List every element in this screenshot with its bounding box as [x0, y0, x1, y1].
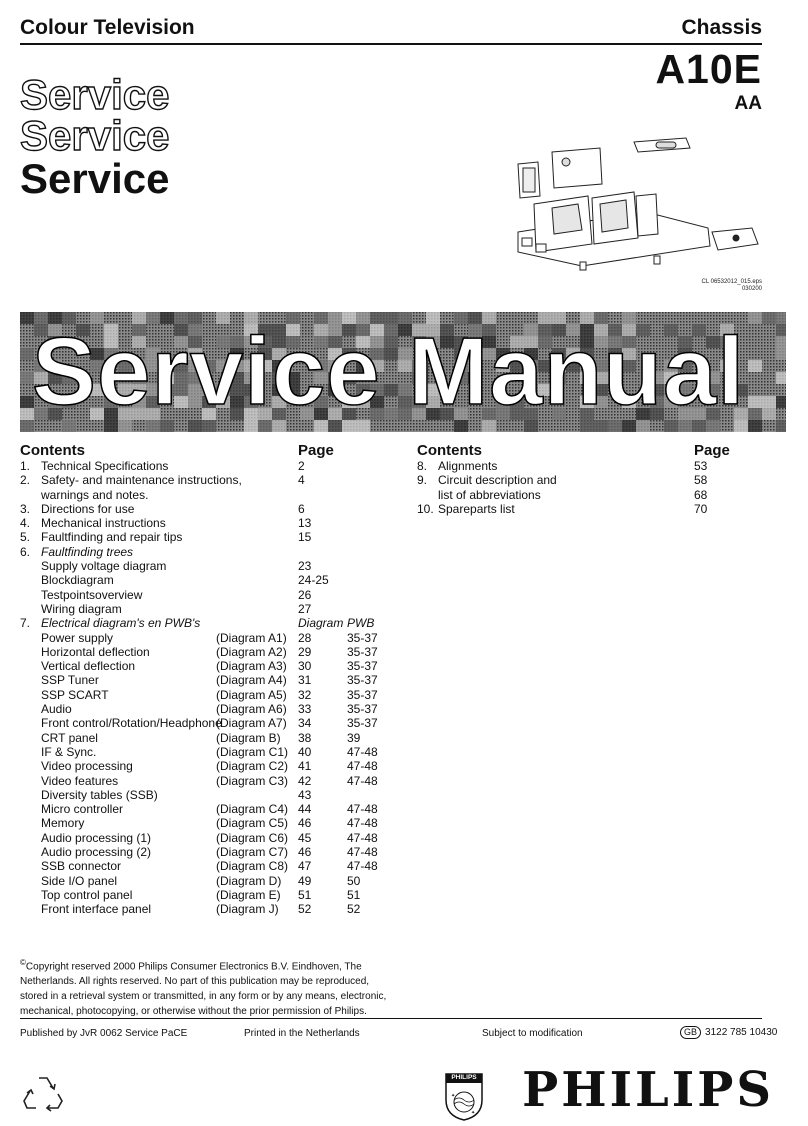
list-item: [20, 745, 400, 759]
page-heading-left: Page: [298, 442, 334, 459]
item-title: Vertical deflection: [41, 659, 136, 674]
item-title: SSB connector: [41, 859, 122, 874]
item-number: 8.: [417, 459, 428, 473]
item-title: Technical Specifications: [41, 459, 169, 473]
item-title: Audio processing (1): [41, 830, 152, 845]
list-item: [20, 645, 400, 659]
chassis-variant: AA: [734, 93, 762, 114]
item-diagram: (Diagram C7): [216, 845, 289, 860]
item-pwb: 47-48: [347, 816, 378, 831]
item-title: Spareparts list: [438, 501, 515, 516]
item-title: IF & Sync.: [41, 744, 97, 759]
item-pwb: 35-37: [347, 687, 378, 702]
header-title: Colour Television: [20, 16, 195, 39]
list-item: [20, 874, 400, 888]
item-title: Side I/O panel: [41, 873, 118, 888]
chassis-model: A10E: [655, 46, 762, 92]
svg-text:✦: ✦: [471, 1110, 476, 1116]
item-title: Mechanical instructions: [41, 516, 166, 531]
item-pwb: 35-37: [347, 630, 378, 645]
item-title: Video processing: [41, 759, 133, 774]
list-item: [20, 774, 400, 788]
list-item: [20, 902, 400, 916]
item-diagram: (Diagram J): [216, 902, 279, 917]
recycle-icon: [22, 1074, 64, 1112]
item-title: Front interface panel: [41, 902, 152, 917]
published-by: Published by JvR 0062 Service PaCE: [20, 1028, 188, 1039]
item-page: 2: [298, 459, 305, 473]
list-item: [20, 673, 400, 687]
list-item: [20, 831, 400, 845]
item-title: Audio: [41, 702, 72, 717]
item-diagram: (Diagram A3): [216, 659, 287, 674]
item-page: 52: [298, 902, 312, 917]
item-diagram: (Diagram C5): [216, 816, 289, 831]
item-page: 46: [298, 845, 312, 860]
item-diagram: (Diagram C8): [216, 859, 289, 874]
contents-heading-right: Contents: [417, 442, 482, 459]
copyright-line-1: Copyright reserved 2000 Philips Consumer Electronics B.V. Eindhoven, The: [25, 961, 362, 973]
item-pwb: 51: [347, 887, 361, 902]
item-diagram: (Diagram B): [216, 730, 281, 745]
item-page: 42: [298, 773, 312, 788]
list-item: [20, 616, 400, 630]
item-diagram: (Diagram A5): [216, 687, 287, 702]
service-word-solid: Service: [20, 155, 170, 202]
list-item: [20, 731, 400, 745]
item-pwb: 47-48: [347, 744, 378, 759]
list-item: [20, 573, 400, 587]
item-diagram: (Diagram A7): [216, 716, 287, 731]
item-title: Video features: [41, 773, 119, 788]
footer-rule: [20, 1018, 762, 1019]
item-title: warnings and notes.: [41, 487, 149, 502]
item-number: 9.: [417, 473, 428, 488]
item-page: 68: [694, 487, 708, 502]
list-item: [20, 816, 400, 830]
list-item: [20, 488, 400, 502]
list-item: [20, 716, 400, 730]
service-word-outline-1: Service: [20, 71, 170, 118]
item-page: 6: [298, 501, 305, 516]
service-word-outline-2: Service: [20, 112, 170, 159]
list-item: [20, 516, 400, 530]
figure-code-line-1: CL 06532012_015.eps: [701, 279, 762, 285]
item-title: Wiring diagram: [41, 601, 122, 616]
contents-list-right: [417, 459, 777, 516]
item-title: SSP SCART: [41, 687, 109, 702]
item-title: Circuit description and: [438, 473, 557, 488]
item-title: Diversity tables (SSB): [41, 787, 158, 802]
item-title: Front control/Rotation/Headphone: [41, 716, 222, 731]
item-pwb: 47-48: [347, 759, 378, 774]
item-title: CRT panel: [41, 730, 98, 745]
item-title: Faultfinding trees: [41, 544, 134, 559]
item-page: 32: [298, 687, 312, 702]
item-number: 2.: [20, 473, 31, 488]
copyright-line-3: stored in a retrieval system or transmitted, in any form or by any means, electronic,: [20, 991, 387, 1003]
list-item: [20, 845, 400, 859]
list-item: [20, 530, 400, 544]
item-page: 49: [298, 873, 312, 888]
item-page: 15: [298, 530, 312, 545]
item-page: Diagram: [298, 616, 344, 631]
item-page: 38: [298, 730, 312, 745]
list-item: [417, 502, 777, 516]
item-diagram: (Diagram C3): [216, 773, 289, 788]
printed-in: Printed in the Netherlands: [244, 1028, 360, 1039]
item-pwb: 47-48: [347, 859, 378, 874]
item-page: 23: [298, 559, 312, 574]
list-item: [20, 659, 400, 673]
list-item: [20, 473, 400, 487]
figure-code-line-2: 030200: [741, 286, 762, 292]
copyright-line-4: mechanical, photocopying, or otherwise without the prior permission of Philips.: [20, 1006, 367, 1018]
list-item: [20, 545, 400, 559]
item-diagram: (Diagram C4): [216, 802, 289, 817]
item-title: Blockdiagram: [41, 573, 114, 588]
item-page: 28: [298, 630, 312, 645]
item-page: 31: [298, 673, 312, 688]
header-chassis-label: Chassis: [681, 16, 762, 39]
item-title: Faultfinding and repair tips: [41, 530, 183, 545]
item-title: SSP Tuner: [41, 673, 99, 688]
item-page: 45: [298, 830, 312, 845]
item-title: list of abbreviations: [438, 487, 541, 502]
item-pwb: 50: [347, 873, 361, 888]
list-item: [20, 788, 400, 802]
item-title: Top control panel: [41, 887, 133, 902]
item-page: 51: [298, 887, 312, 902]
item-page: 46: [298, 816, 312, 831]
item-page: 58: [694, 473, 708, 488]
item-number: 10.: [417, 501, 434, 516]
item-pwb: 35-37: [347, 673, 378, 688]
item-diagram: (Diagram D): [216, 873, 282, 888]
page-heading-right: Page: [694, 442, 730, 459]
item-page: 41: [298, 759, 312, 774]
item-title: Audio processing (2): [41, 845, 152, 860]
item-pwb: 47-48: [347, 845, 378, 860]
copyright-notice: [20, 955, 400, 1019]
item-title: Directions for use: [41, 501, 135, 516]
item-pwb: 35-37: [347, 644, 378, 659]
chassis-illustration: [496, 134, 786, 294]
shield-wordmark: PHILIPS: [451, 1074, 477, 1081]
item-pwb: 39: [347, 730, 361, 745]
item-page: 27: [298, 601, 312, 616]
list-item: [417, 473, 777, 487]
item-page: 24-25: [298, 573, 329, 588]
item-diagram: (Diagram C1): [216, 744, 289, 759]
contents-list-left: [20, 459, 400, 917]
item-page: 44: [298, 802, 312, 817]
copyright-symbol: ©: [20, 958, 26, 967]
list-item: [20, 588, 400, 602]
item-page: 26: [298, 587, 312, 602]
item-title: Alignments: [438, 459, 498, 473]
list-item: [20, 888, 400, 902]
list-item: [20, 631, 400, 645]
item-page: 53: [694, 459, 708, 473]
copyright-line-2: Netherlands. All rights reserved. No part of this publication may be reproduced,: [20, 976, 370, 988]
item-page: 29: [298, 644, 312, 659]
item-number: 5.: [20, 530, 31, 545]
item-title: Electrical diagram's en PWB's: [41, 616, 201, 631]
item-pwb: 47-48: [347, 802, 378, 817]
item-title: Supply voltage diagram: [41, 559, 167, 574]
item-diagram: (Diagram A6): [216, 702, 287, 717]
item-title: Testpointsoverview: [41, 587, 143, 602]
item-page: 33: [298, 702, 312, 717]
item-pwb: 52: [347, 902, 361, 917]
item-number: 6.: [20, 544, 31, 559]
item-number: 3.: [20, 501, 31, 516]
item-title: Safety- and maintenance instructions,: [41, 473, 242, 488]
philips-wordmark: PHILIPS: [522, 1062, 774, 1118]
item-pwb: 35-37: [347, 702, 378, 717]
document-code: [680, 1026, 777, 1039]
item-pwb: 35-37: [347, 659, 378, 674]
country-badge: GB: [680, 1026, 701, 1039]
item-title: Horizontal deflection: [41, 644, 150, 659]
subject-to-modification: Subject to modification: [482, 1028, 583, 1039]
item-title: Power supply: [41, 630, 114, 645]
item-page: 13: [298, 516, 312, 531]
item-pwb: 47-48: [347, 773, 378, 788]
item-pwb: PWB: [347, 616, 375, 631]
list-item: [20, 702, 400, 716]
list-item: [20, 759, 400, 773]
item-title: Micro controller: [41, 802, 124, 817]
contents-heading-left: Contents: [20, 442, 85, 459]
item-number: 4.: [20, 516, 31, 531]
list-item: [417, 488, 777, 502]
list-item: [417, 459, 777, 473]
list-item: [20, 459, 400, 473]
item-diagram: (Diagram A2): [216, 644, 287, 659]
list-item: [20, 802, 400, 816]
list-item: [20, 688, 400, 702]
item-pwb: 35-37: [347, 716, 378, 731]
item-diagram: (Diagram E): [216, 887, 281, 902]
svg-text:✦: ✦: [451, 1093, 456, 1099]
item-page: 30: [298, 659, 312, 674]
item-page: 34: [298, 716, 312, 731]
figure-code: [702, 279, 763, 293]
item-diagram: (Diagram C6): [216, 830, 289, 845]
item-page: 40: [298, 744, 312, 759]
item-page: 47: [298, 859, 312, 874]
item-diagram: (Diagram A4): [216, 673, 287, 688]
item-number: 7.: [20, 616, 31, 631]
item-diagram: (Diagram A1): [216, 630, 287, 645]
banner-title: Service Manual: [32, 318, 745, 425]
header-rule: [20, 43, 762, 45]
item-title: Memory: [41, 816, 85, 831]
item-diagram: (Diagram C2): [216, 759, 289, 774]
item-page: 43: [298, 787, 312, 802]
list-item: [20, 602, 400, 616]
item-pwb: 47-48: [347, 830, 378, 845]
list-item: [20, 859, 400, 873]
list-item: [20, 502, 400, 516]
item-page: 70: [694, 501, 708, 516]
item-number: 1.: [20, 459, 31, 473]
list-item: [20, 559, 400, 573]
item-page: 4: [298, 473, 305, 488]
document-number: 3122 785 10430: [705, 1027, 778, 1038]
